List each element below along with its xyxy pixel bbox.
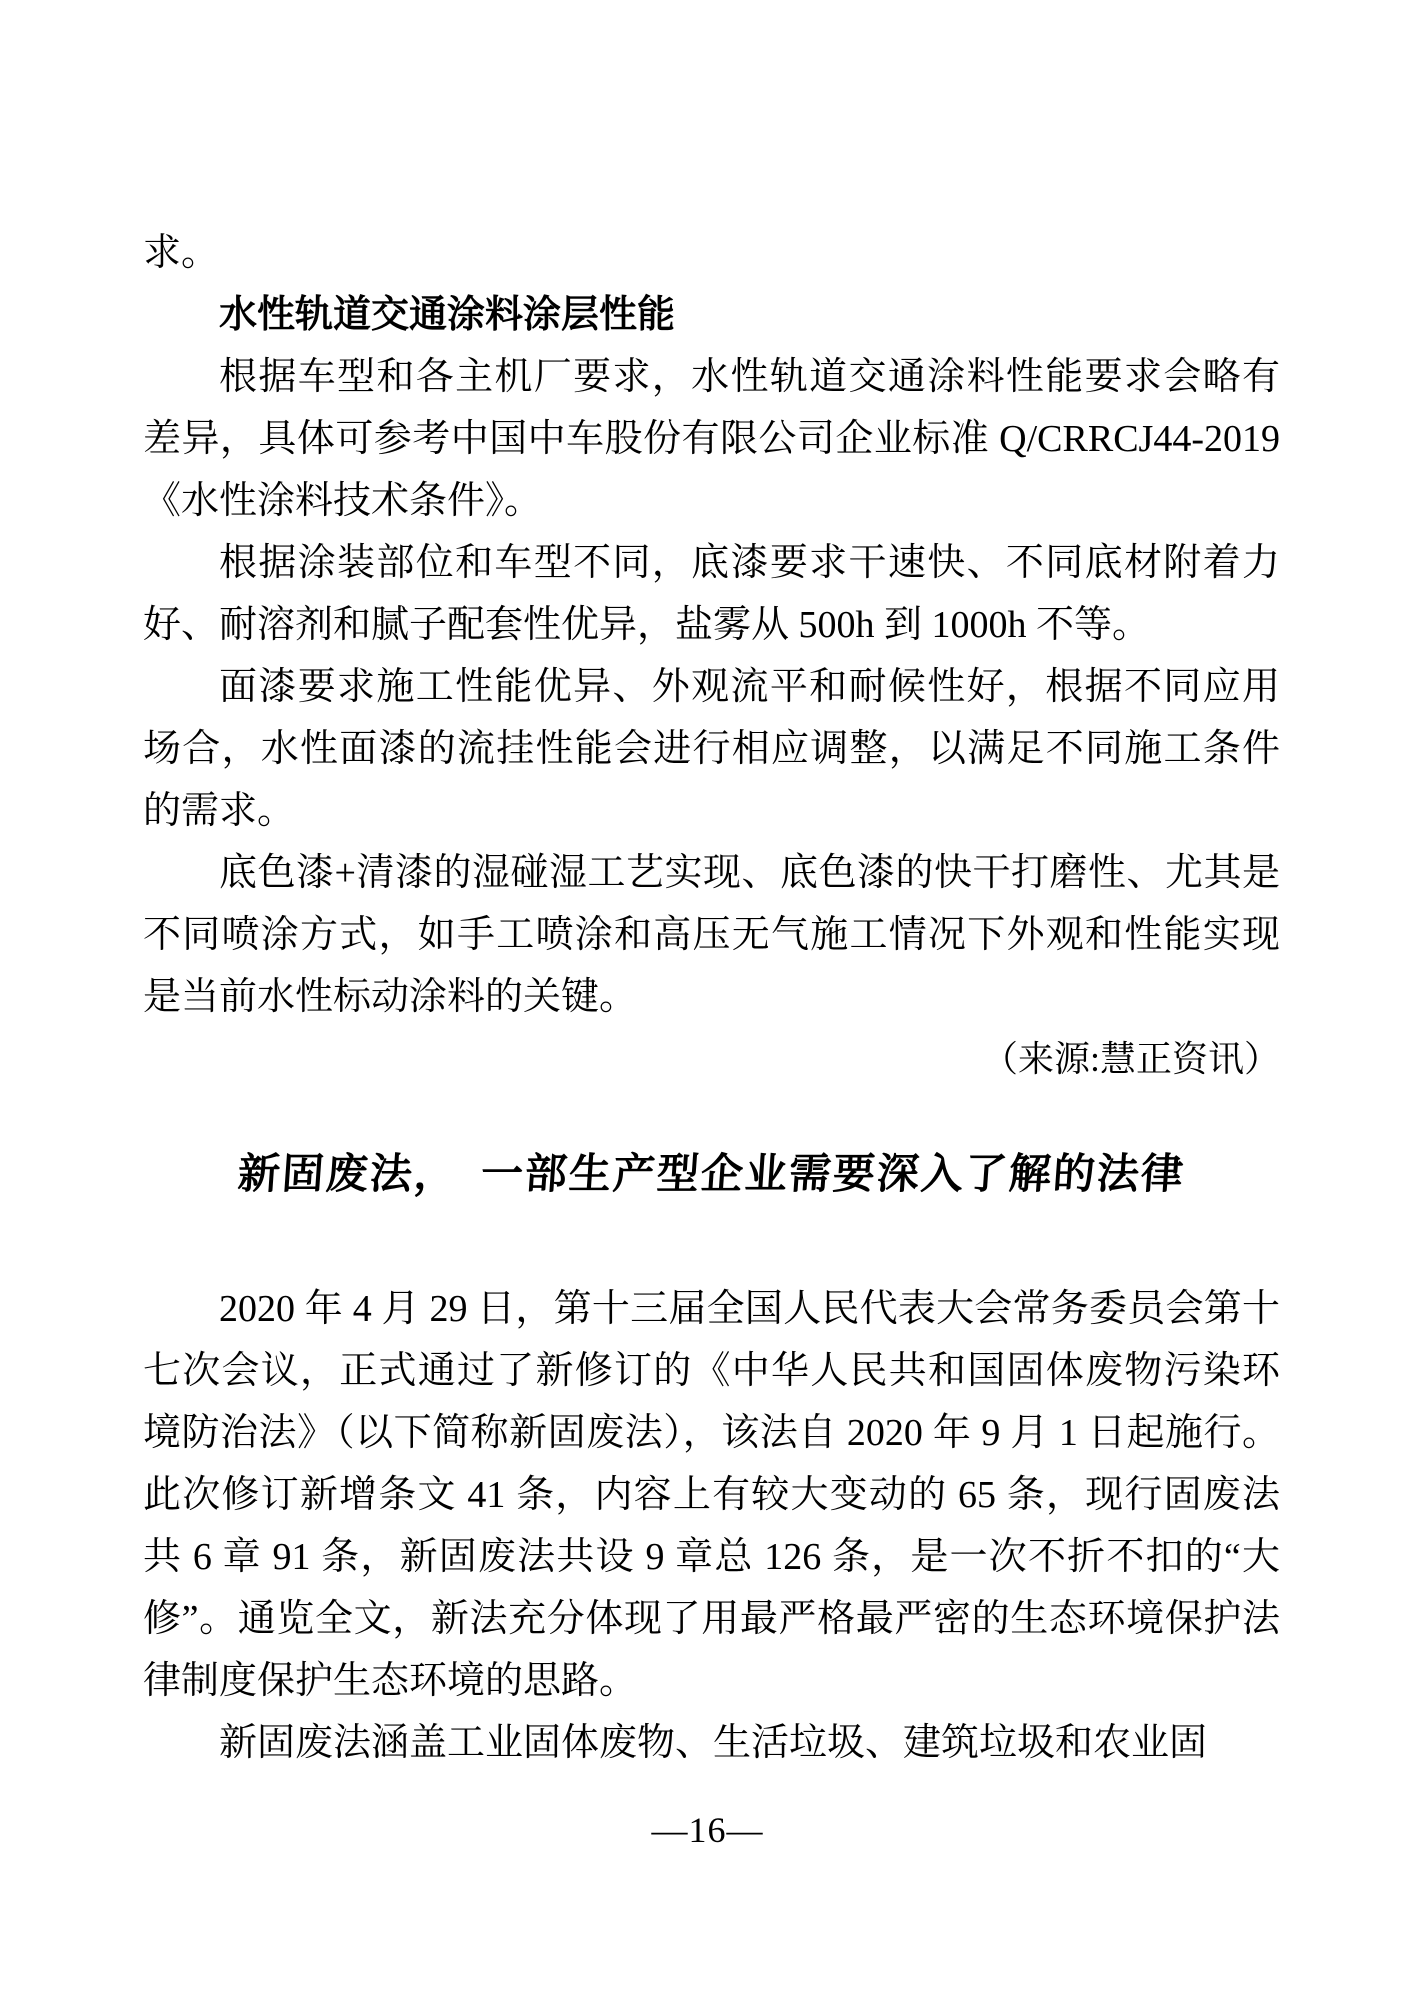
paragraph: 面漆要求施工性能优异、外观流平和耐候性好，根据不同应用场合，水性面漆的流挂性能会进行相应调整，以满足不同施工条件的需求。 bbox=[143, 666, 1280, 832]
section-heading-coating-performance: 水性轨道交通涂料涂层性能 bbox=[219, 294, 676, 336]
paragraph-continuation: 求。 bbox=[143, 232, 220, 274]
paragraph: 底色漆+清漆的湿碰湿工艺实现、底色漆的快干打磨性、尤其是不同喷涂方式，如手工喷涂和高压无气施工情况下外观和性能实现是当前水性标动涂料的关键。 bbox=[143, 852, 1280, 1018]
section-heading-solid-waste-law: 新固废法， 一部生产型企业需要深入了解的法律 bbox=[236, 1149, 1187, 1198]
paragraph: 新固废法涵盖工业固体废物、生活垃圾、建筑垃圾和农业固 bbox=[219, 1722, 1208, 1764]
page-number: —16— bbox=[651, 1810, 764, 1850]
source-attribution: （来源:慧正资讯） bbox=[981, 1039, 1280, 1079]
paragraph: 根据涂装部位和车型不同，底漆要求干速快、不同底材附着力好、耐溶剂和腻子配套性优异，盐雾从 500h 到 1000h 不等。 bbox=[143, 542, 1280, 646]
paragraph: 2020 年 4 月 29 日，第十三届全国人民代表大会常务委员会第十七次会议，正式通过了新修订的《中华人民共和国固体废物污染环境防治法》（以下简称新固废法），该法自 2020 年 9 月 1 日起施行。此次修订新增条文 41 条，内容上有较大变动的 65 条，现行固废法共 6 章 91 条，新固废法共设 9 章总 126 条，是一次不折不扣的“大修”。通览全文，新法充分体现了用最严格最严密的生态环境保护法律制度保护生态环境的思路。 bbox=[143, 1288, 1280, 1702]
paragraph: 根据车型和各主机厂要求，水性轨道交通涂料性能要求会略有差异，具体可参考中国中车股份有限公司企业标准 Q/CRRCJ44-2019《水性涂料技术条件》。 bbox=[143, 356, 1280, 522]
text-column bbox=[143, 222, 1280, 1774]
